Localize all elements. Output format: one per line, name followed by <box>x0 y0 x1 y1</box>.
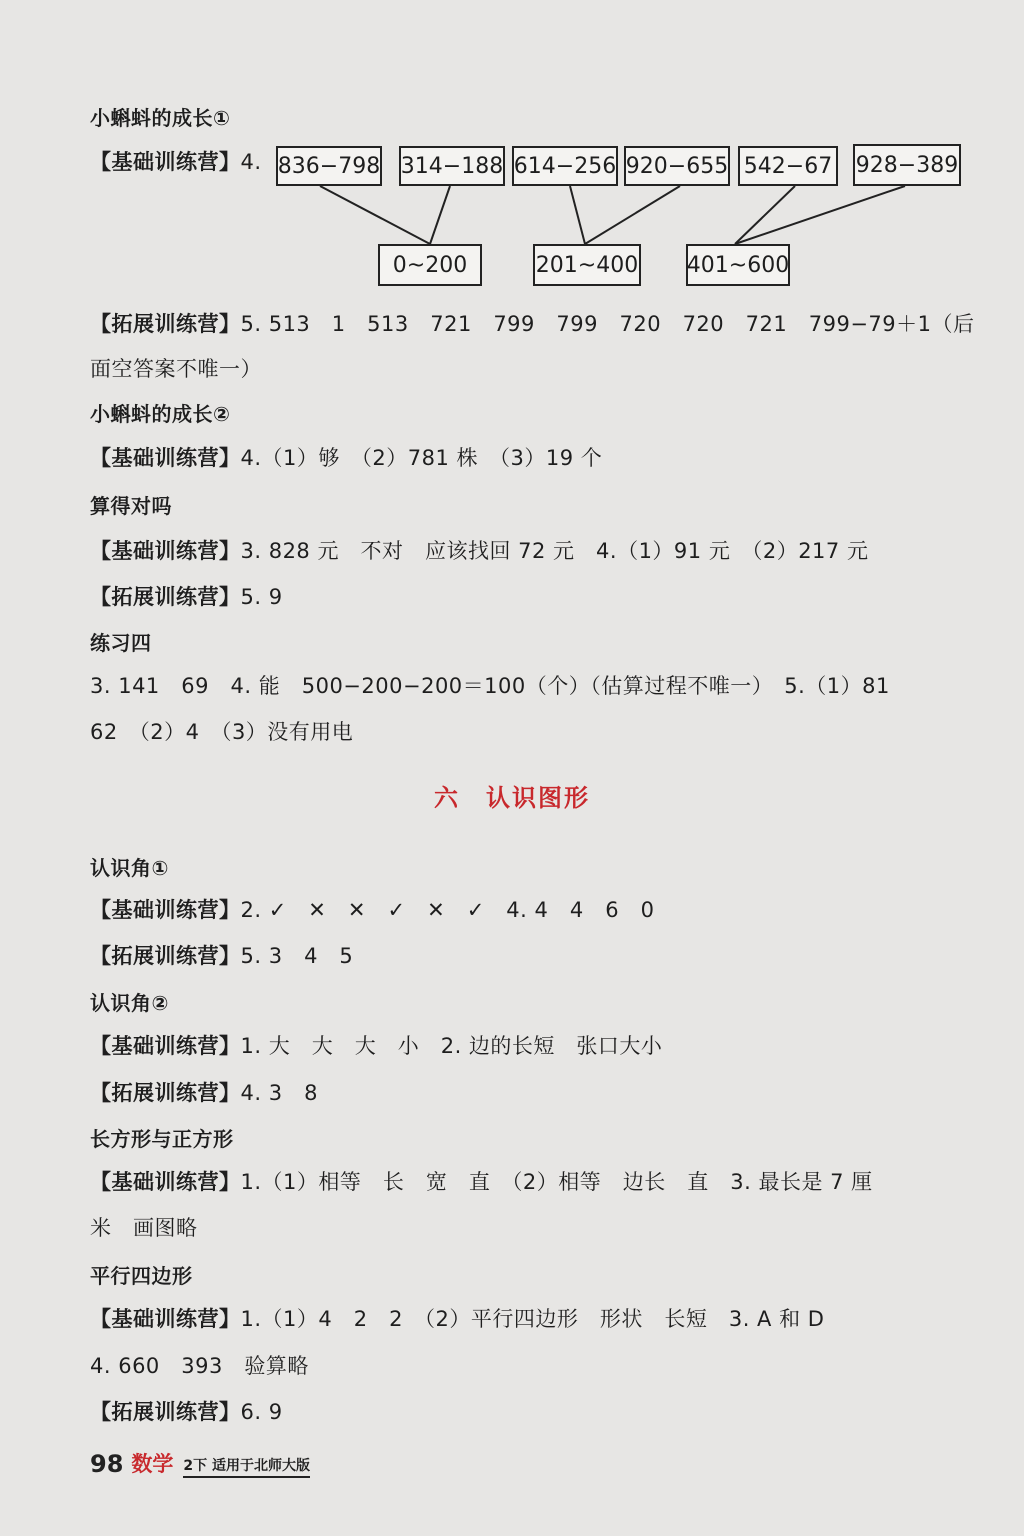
heading-rect-square: 长方形与正方形 <box>90 1127 234 1151</box>
basic-training-tag: 【基础训练营】 <box>90 150 241 174</box>
expression-box: 542−67 <box>738 146 838 186</box>
basic-training-tag: 【基础训练营】 <box>90 446 241 470</box>
extend-training-tag: 【拓展训练营】 <box>90 944 241 968</box>
heading-check: 算得对吗 <box>90 494 172 518</box>
s4-line-1: 3. 141 69 4. 能 500−200−200＝100（个）（估算过程不唯一） 5.（1）81 <box>90 674 890 698</box>
range-box: 201~400 <box>533 244 641 286</box>
heading-angle-1: 认识角① <box>90 856 169 880</box>
extend-training-tag: 【拓展训练营】 <box>90 1400 241 1424</box>
s5-extend-line <box>90 940 353 970</box>
s7-basic-text: 1.（1）相等 长 宽 直 （2）相等 边长 直 3. 最长是 7 厘 <box>240 1170 873 1194</box>
basic-training-tag: 【基础训练营】 <box>90 1170 241 1194</box>
s5-basic-line <box>90 894 654 924</box>
s8-basic-line <box>90 1303 824 1333</box>
extend-training-tag: 【拓展训练营】 <box>90 1081 241 1105</box>
s1-basic-text: 4. <box>240 150 262 174</box>
s5-extend-text: 5. 3 4 5 <box>240 944 354 968</box>
s6-extend-line <box>90 1077 318 1107</box>
heading-angle-2: 认识角② <box>90 991 169 1015</box>
s6-extend-text: 4. 3 8 <box>240 1081 318 1105</box>
heading-tadpole-2: 小蝌蚪的成长② <box>90 402 231 426</box>
s2-basic-line <box>90 442 602 472</box>
s1-extend-text: 5. 513 1 513 721 799 799 720 720 721 799−79＋1（后 <box>240 312 975 336</box>
s6-basic-line <box>90 1030 662 1060</box>
s4-line-2: 62 （2）4 （3）没有用电 <box>90 720 354 744</box>
s3-extend-text: 5. 9 <box>240 585 283 609</box>
basic-training-tag: 【基础训练营】 <box>90 1307 241 1331</box>
basic-training-tag: 【基础训练营】 <box>90 539 241 563</box>
expression-box: 614−256 <box>512 146 618 186</box>
expression-box: 836−798 <box>276 146 382 186</box>
page-footer <box>90 1448 310 1478</box>
s8-extend-text: 6. 9 <box>240 1400 283 1424</box>
heading-tadpole-1: 小蝌蚪的成长① <box>90 106 231 130</box>
s8-basic-line-cont: 4. 660 393 验算略 <box>90 1354 309 1378</box>
extend-training-tag: 【拓展训练营】 <box>90 585 241 609</box>
s3-basic-text: 3. 828 元 不对 应该找回 72 元 4.（1）91 元 （2）217 元 <box>240 539 869 563</box>
range-box: 401~600 <box>686 244 790 286</box>
s7-basic-line <box>90 1166 873 1196</box>
extend-training-tag: 【拓展训练营】 <box>90 312 241 336</box>
page-number: 98 <box>90 1450 124 1478</box>
s7-basic-line-cont: 米 画图略 <box>90 1216 198 1240</box>
s5-basic-text: 2. ✓ ✕ ✕ ✓ ✕ ✓ 4. 4 4 6 0 <box>240 898 655 922</box>
expression-box: 920−655 <box>624 146 730 186</box>
s3-extend-line <box>90 581 283 611</box>
grade-label: 2下 适用于北师大版 <box>183 1455 310 1478</box>
s8-basic-text: 1.（1）4 2 2 （2）平行四边形 形状 长短 3. A 和 D <box>240 1307 825 1331</box>
basic-training-tag: 【基础训练营】 <box>90 898 241 922</box>
s3-basic-line <box>90 535 868 565</box>
chapter-title: 六 认识图形 <box>434 784 590 812</box>
heading-practice-4: 练习四 <box>90 631 152 655</box>
s8-extend-line <box>90 1396 283 1426</box>
basic-training-tag: 【基础训练营】 <box>90 1034 241 1058</box>
s2-basic-text: 4.（1）够 （2）781 株 （3）19 个 <box>240 446 603 470</box>
s1-extend-line-cont: 面空答案不唯一） <box>90 357 262 381</box>
subject-label: 数学 <box>131 1452 174 1476</box>
s1-extend-line <box>90 308 975 338</box>
s6-basic-text: 1. 大 大 大 小 2. 边的长短 张口大小 <box>240 1034 663 1058</box>
range-box: 0~200 <box>378 244 482 286</box>
expression-box: 314−188 <box>399 146 505 186</box>
heading-parallelogram: 平行四边形 <box>90 1264 193 1288</box>
expression-box: 928−389 <box>853 144 961 186</box>
